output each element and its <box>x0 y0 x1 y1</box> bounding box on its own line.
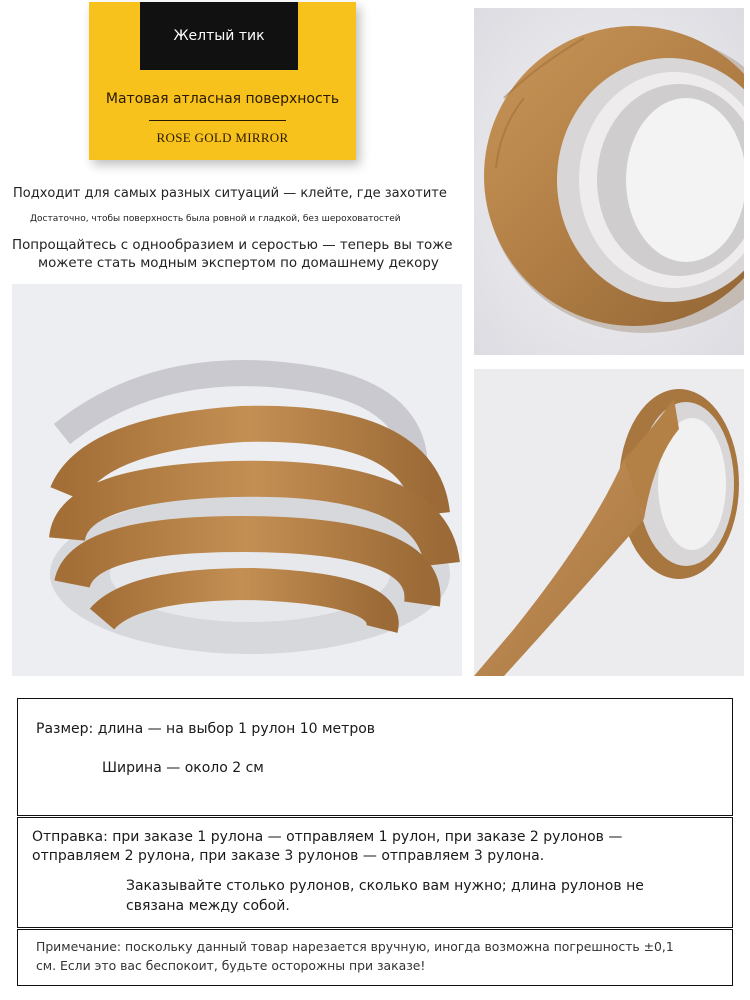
intro-line-4: можете стать модным экспертом по домашнему декору <box>38 256 439 271</box>
tape-roll-unrolled-image <box>474 369 744 676</box>
shipping-line-1: Отправка: при заказе 1 рулона — отправляем 1 рулон, при заказе 2 рулонов — <box>32 829 623 845</box>
size-width-text: Ширина — около 2 см <box>102 760 264 776</box>
size-length-text: Размер: длина — на выбор 1 рулон 10 метров <box>36 721 376 737</box>
intro-line-1: Подходит для самых разных ситуаций — клейте, где захотите <box>13 186 447 201</box>
shipping-line-4: связана между собой. <box>126 898 290 914</box>
finish-text: Матовая атласная поверхность <box>105 91 340 107</box>
tape-roll-photo-top <box>474 8 744 355</box>
color-name-tag: Желтый тик <box>140 2 298 70</box>
note-info-box <box>17 929 733 986</box>
tape-roll-photo-bottom <box>474 369 744 676</box>
tape-coils-image <box>12 284 462 676</box>
series-text: ROSE GOLD MIRROR <box>156 130 289 145</box>
note-line-2: см. Если это вас беспокоит, будьте осторожны при заказе! <box>36 958 426 973</box>
intro-line-2: Достаточно, чтобы поверхность была ровной и гладкой, без шероховатостей <box>30 214 401 224</box>
product-label-card <box>89 2 356 160</box>
size-info-box <box>17 698 733 816</box>
shipping-line-3: Заказывайте столько рулонов, сколько вам нужно; длина рулонов не <box>126 878 644 894</box>
tape-roll-image <box>474 8 744 355</box>
intro-line-3: Попрощайтесь с однообразием и серостью — теперь вы тоже <box>12 238 453 253</box>
tape-coils-photo <box>12 284 462 676</box>
label-divider <box>149 120 286 121</box>
note-line-1: Примечание: поскольку данный товар нарезается вручную, иногда возможна погрешность ±0,1 <box>36 939 674 954</box>
shipping-info-box <box>17 817 733 928</box>
shipping-line-2: отправляем 2 рулона, при заказе 3 рулонов — отправляем 3 рулона. <box>32 848 545 864</box>
